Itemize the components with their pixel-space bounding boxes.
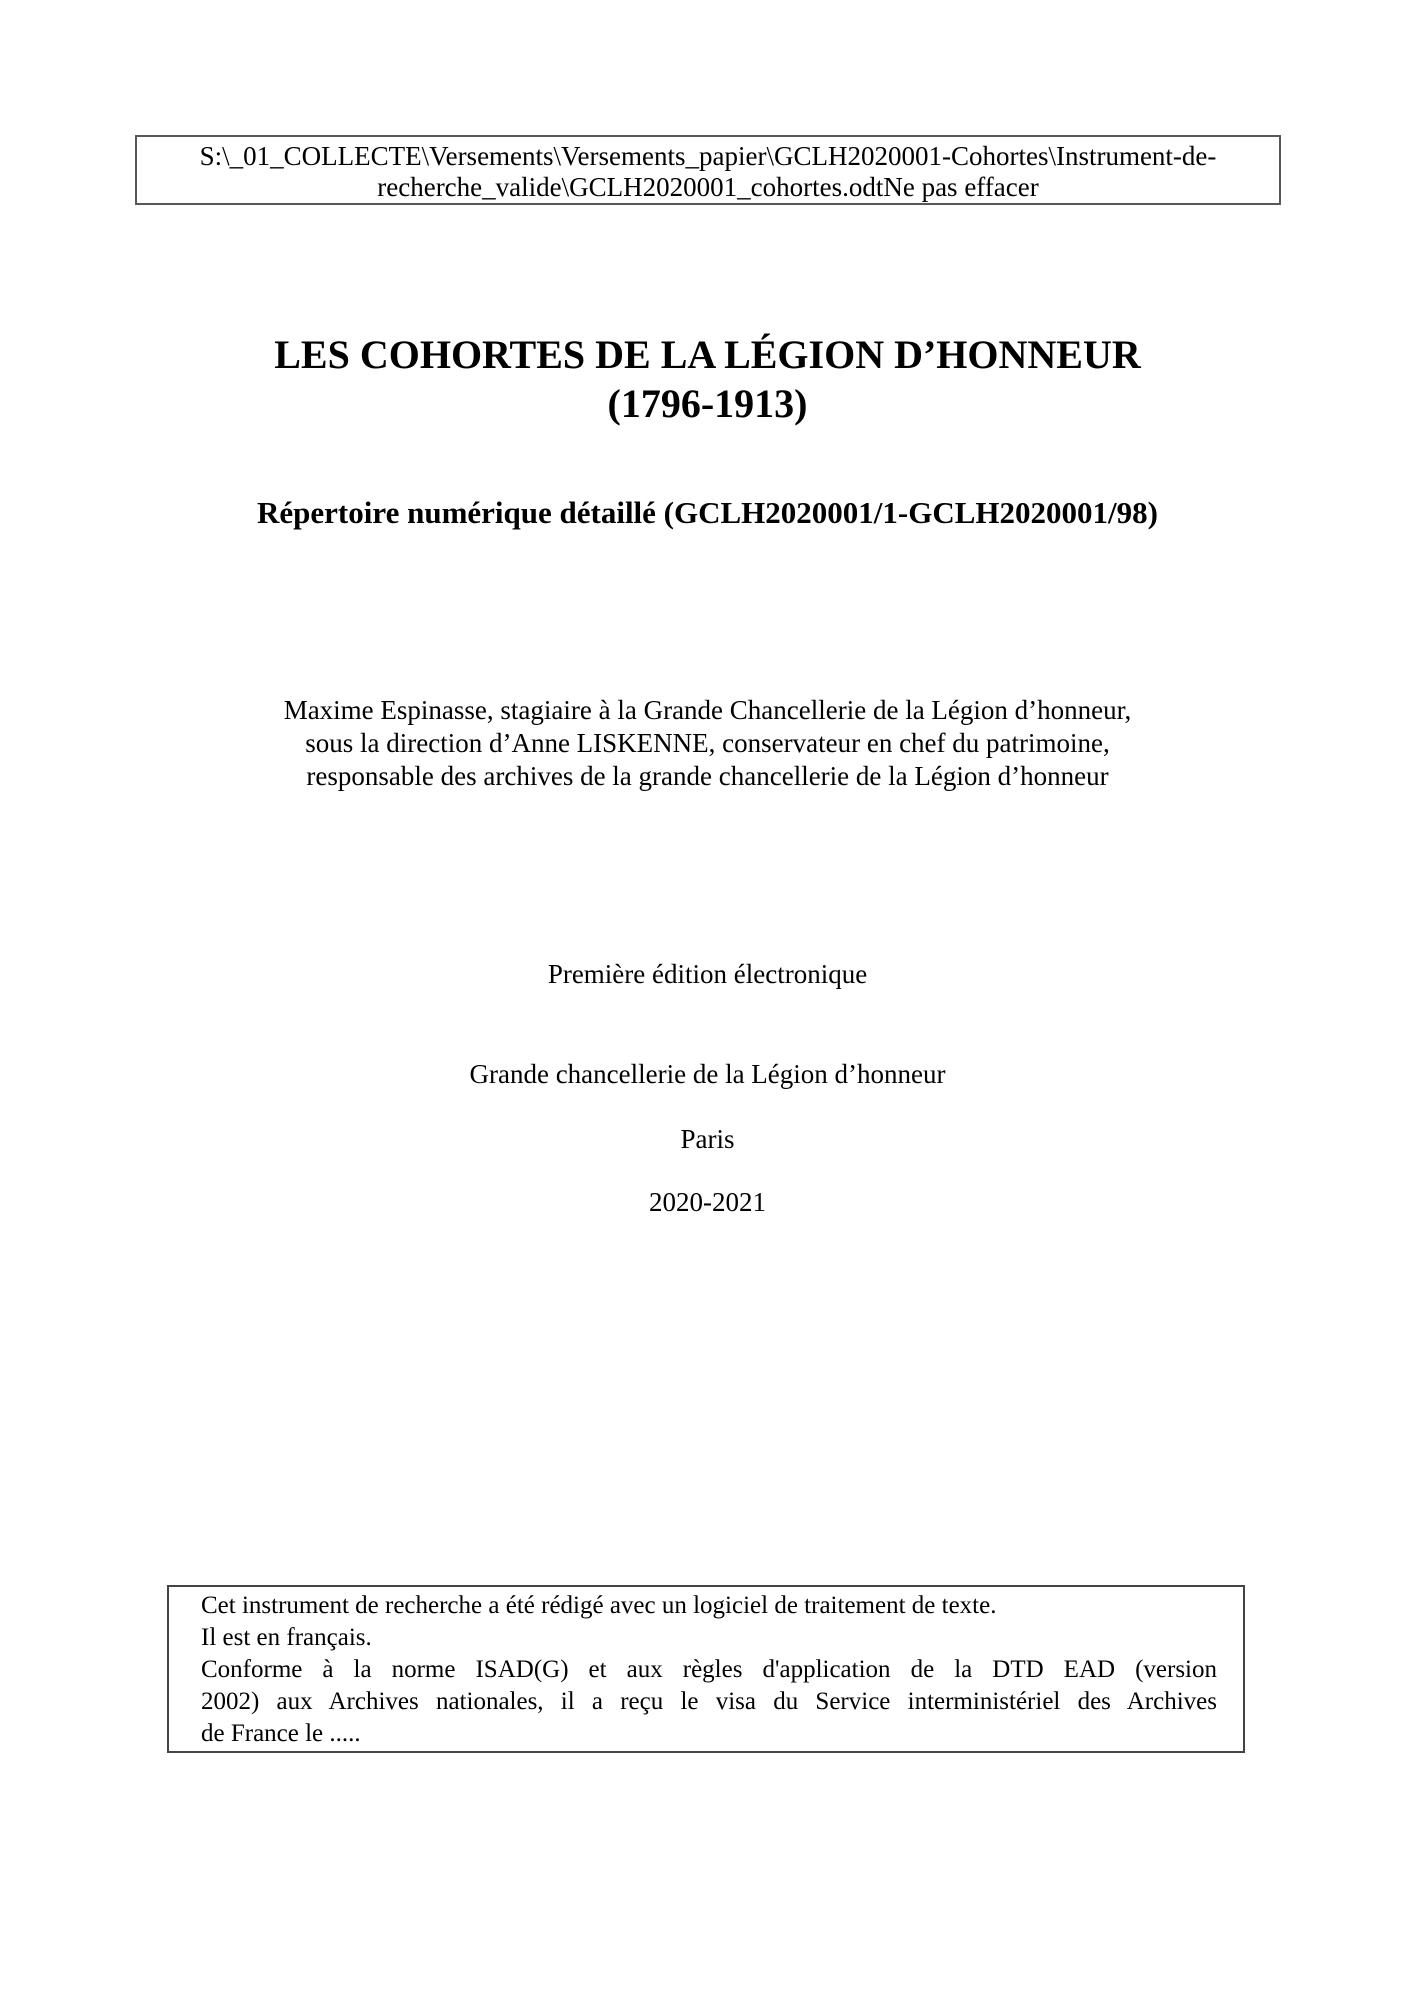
- note-line-4: 2002) aux Archives nationales, il a reçu le visa du Service interministériel des Archives: [201, 1688, 1217, 1715]
- file-path-banner: [135, 135, 1281, 205]
- note-line-3: Conforme à la norme ISAD(G) et aux règles d'application de la DTD EAD (version: [201, 1656, 1217, 1683]
- document-title-line-2: (1796-1913): [607, 381, 808, 426]
- author-block: [0, 694, 1415, 793]
- document-subtitle: Répertoire numérique détaillé (GCLH2020001/1-GCLH2020001/98): [257, 495, 1158, 530]
- author-line-3: responsable des archives de la grande chancellerie de la Légion d’honneur: [306, 761, 1109, 791]
- publisher-name: Grande chancellerie de la Légion d’honneur: [469, 1059, 946, 1089]
- publication-place: Paris: [680, 1124, 735, 1154]
- file-path-line-2: recherche_valide\GCLH2020001_cohortes.odtNe pas effacer: [377, 172, 1039, 202]
- note-line-5: de France le .....: [201, 1720, 361, 1747]
- conformity-note-box: [167, 1585, 1245, 1753]
- note-line-1: Cet instrument de recherche a été rédigé avec un logiciel de traitement de texte.: [201, 1592, 997, 1619]
- author-line-2: sous la direction d’Anne LISKENNE, conservateur en chef du patrimoine,: [305, 728, 1110, 758]
- file-path-line-1: S:\_01_COLLECTE\Versements\Versements_papier\GCLH2020001-Cohortes\Instrument-de-: [199, 141, 1217, 171]
- document-title: [0, 330, 1415, 428]
- author-line-1: Maxime Espinasse, stagiaire à la Grande Chancellerie de la Légion d’honneur,: [283, 695, 1132, 725]
- note-line-2: Il est en français.: [201, 1624, 372, 1651]
- edition-note: Première édition électronique: [547, 959, 868, 989]
- document-title-line-1: LES COHORTES DE LA LÉGION D’HONNEUR: [274, 332, 1141, 377]
- publication-years: 2020-2021: [649, 1187, 766, 1217]
